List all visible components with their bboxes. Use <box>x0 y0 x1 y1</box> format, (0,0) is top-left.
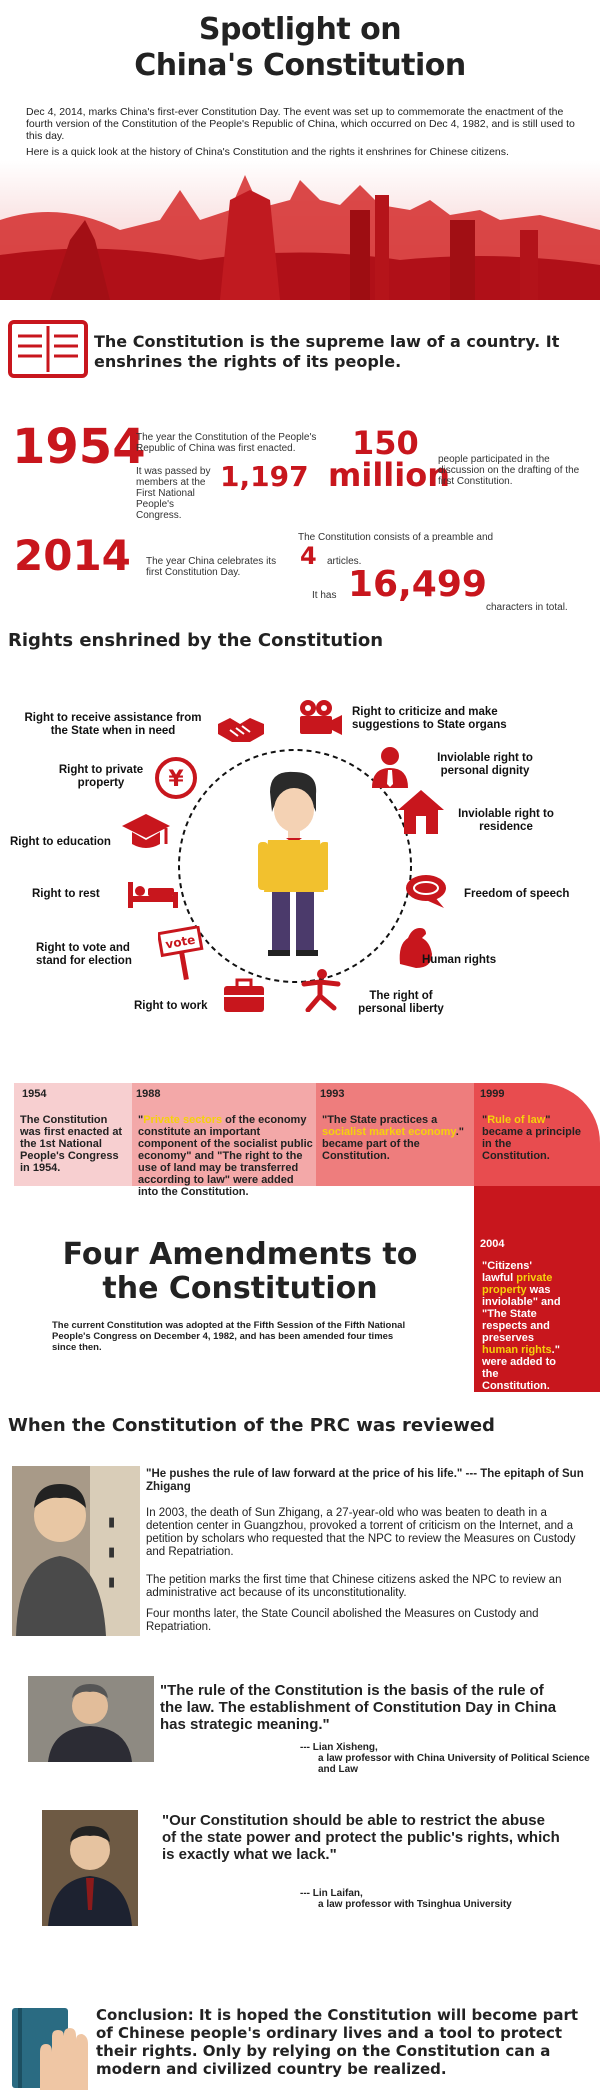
right-criticize-label: Right to criticize and make suggestions to State organs <box>352 706 507 731</box>
right-speech-label: Freedom of speech <box>464 888 570 900</box>
fact-150: 150 <box>352 424 419 462</box>
running-person-icon <box>298 968 344 1012</box>
fact-2014: 2014 <box>14 531 131 580</box>
fact-million: million <box>328 456 450 494</box>
timeline-text-1954: The Constitution was first enacted at the 1st National People's Congress in 1954. <box>20 1114 123 1174</box>
timeline-text-1999: "Rule of law" became a principle in the Constitution. <box>482 1114 582 1162</box>
right-rest-label: Right to rest <box>32 888 100 900</box>
right-education-label: Right to education <box>10 836 111 848</box>
right-property-label: Right to private property <box>58 764 144 789</box>
review-paragraph-2: The petition marks the first time that Chinese citizens asked the NPC to review an administrative act because of its unconstitutionality. <box>146 1574 562 1599</box>
epitaph: "He pushes the rule of law forward at the price of his life." --- The epitaph of Sun Zhigang <box>146 1468 584 1493</box>
intro-paragraph: Dec 4, 2014, marks China's first-ever Constitution Day. The event was set up to commemorate the enactment of the fourth version of the Constitution of the People's Republic of China, which occurred on Dec 4, 1982, and is still used to this day. <box>26 106 575 142</box>
fact-2014-desc: The year China celebrates its first Constitution Day. <box>146 556 277 578</box>
timeline-year-2004: 2004 <box>480 1238 505 1250</box>
fact-passed-desc: It was passed by members at the First National People's Congress. <box>136 466 211 521</box>
speech-bubble-icon <box>404 874 448 910</box>
timeline-year-1988: 1988 <box>136 1088 161 1100</box>
vote-sign-icon <box>158 926 204 982</box>
sun-zhigang-photo <box>12 1466 140 1636</box>
fact-characters-number: 16,499 <box>348 564 487 605</box>
page-title-line2: China's Constitution <box>134 48 466 83</box>
right-human-label: Human rights <box>422 954 497 966</box>
attribution-lian-role: a law professor with China University of Political Science and Law <box>318 1753 590 1775</box>
person-tie-icon <box>372 746 408 788</box>
attribution-lin-name: --- Lin Laifan, <box>300 1888 363 1899</box>
skyline-banner <box>0 160 600 300</box>
quote-lian: "The rule of the Constitution is the basis of the rule of the law. The establishment of Constitution Day in China has strategic meaning." <box>160 1682 557 1733</box>
vote-sign-text: vote <box>164 932 197 952</box>
timeline-year-1954: 1954 <box>22 1088 47 1100</box>
fact-articles-label: articles. <box>327 556 362 567</box>
timeline-year-1993: 1993 <box>320 1088 345 1100</box>
quote-lin: "Our Constitution should be able to restrict the abuse of the state power and protect the public's rights, which is exactly what we lack." <box>162 1812 560 1863</box>
citizen-figure <box>258 770 328 960</box>
book-icon <box>8 318 88 380</box>
review-paragraph-1: In 2003, the death of Sun Zhigang, a 27-year-old who was beaten to death in a detention center in Guangzhou, provoked a torrent of criticism on the Internet, and a petition by scholars who requested that the NPC to review the Measures on Custody and Repatriation. <box>146 1507 576 1558</box>
timeline-year-1999: 1999 <box>480 1088 505 1100</box>
handshake-icon <box>216 712 266 746</box>
svg-text:▮: ▮ <box>108 1515 116 1530</box>
bed-icon <box>126 878 180 910</box>
intro-paragraph-2: Here is a quick look at the history of China's Constitution and the rights it enshrines for Chinese citizens. <box>26 146 509 158</box>
lian-xisheng-photo <box>28 1676 154 1762</box>
lin-laifan-photo <box>42 1810 138 1926</box>
right-residence-label: Inviolable right to residence <box>458 808 554 833</box>
fact-it-has: It has <box>312 590 337 601</box>
yuan-icon <box>154 756 198 800</box>
amendments-title: Four Amendments to the Constitution <box>62 1237 418 1306</box>
review-paragraph-3: Four months later, the State Council abolished the Measures on Custody and Repatriation. <box>146 1608 539 1633</box>
fact-1954: 1954 <box>12 419 146 475</box>
fact-articles-number: 4 <box>300 542 317 570</box>
svg-text:▮: ▮ <box>108 1575 116 1590</box>
graduation-cap-icon <box>120 810 172 854</box>
hand-on-book-icon <box>10 2006 90 2090</box>
fact-1954-desc: The year the Constitution of the People's Republic of China was first enacted. <box>136 432 317 454</box>
fact-members-number: 1,197 <box>220 460 309 493</box>
briefcase-icon <box>222 978 266 1014</box>
right-liberty-label: The right of personal liberty <box>358 990 444 1015</box>
svg-text:¥: ¥ <box>168 767 184 792</box>
timeline-text-2004: "Citizens' lawful private property was inviolable" and "The State respects and preserves human rights." were added to the Constitution. <box>482 1260 561 1392</box>
house-icon <box>396 788 446 836</box>
right-dignity-label: Inviolable right to personal dignity <box>437 752 533 777</box>
attribution-lian-name: --- Lian Xisheng, <box>300 1742 378 1753</box>
camera-icon <box>296 698 344 738</box>
review-heading: When the Constitution of the PRC was reviewed <box>8 1415 495 1436</box>
fact-150-desc: people participated in the discussion on the drafting of the first Constitution. <box>438 454 580 487</box>
svg-text:▮: ▮ <box>108 1545 116 1560</box>
page-title-line1: Spotlight on <box>198 12 402 47</box>
timeline-text-1988: "Private sectors of the economy constitute an important component of the socialist public economy" and "The right to the use of land may be transferred according to law" were added into the Constitution. <box>138 1114 313 1198</box>
rights-heading: Rights enshrined by the Constitution <box>8 630 384 651</box>
fact-consists: The Constitution consists of a preamble and <box>298 532 494 543</box>
fact-characters-label: characters in total. <box>486 602 568 613</box>
supreme-law-statement: The Constitution is the supreme law of a country. It enshrines the rights of its people. <box>94 332 560 371</box>
attribution-lin-role: a law professor with Tsinghua University <box>318 1899 512 1910</box>
timeline-text-1993: "The State practices a socialist market economy." became part of the Constitution. <box>322 1114 464 1162</box>
right-assistance-label: Right to receive assistance from the State when in need <box>24 712 202 737</box>
amendments-subtitle: The current Constitution was adopted at the Fifth Session of the Fifth National People's Congress on December 4, 1982, and has been amended four times since then. <box>52 1320 406 1353</box>
conclusion-text: Conclusion: It is hoped the Constitution will become part of Chinese people's ordinary lives and a tool to protect their rights. Only by relying on the Constitution can a modern and civilized country be realized. <box>96 2006 579 2078</box>
right-vote-label: Right to vote and stand for election <box>36 942 132 967</box>
right-work-label: Right to work <box>134 1000 208 1012</box>
